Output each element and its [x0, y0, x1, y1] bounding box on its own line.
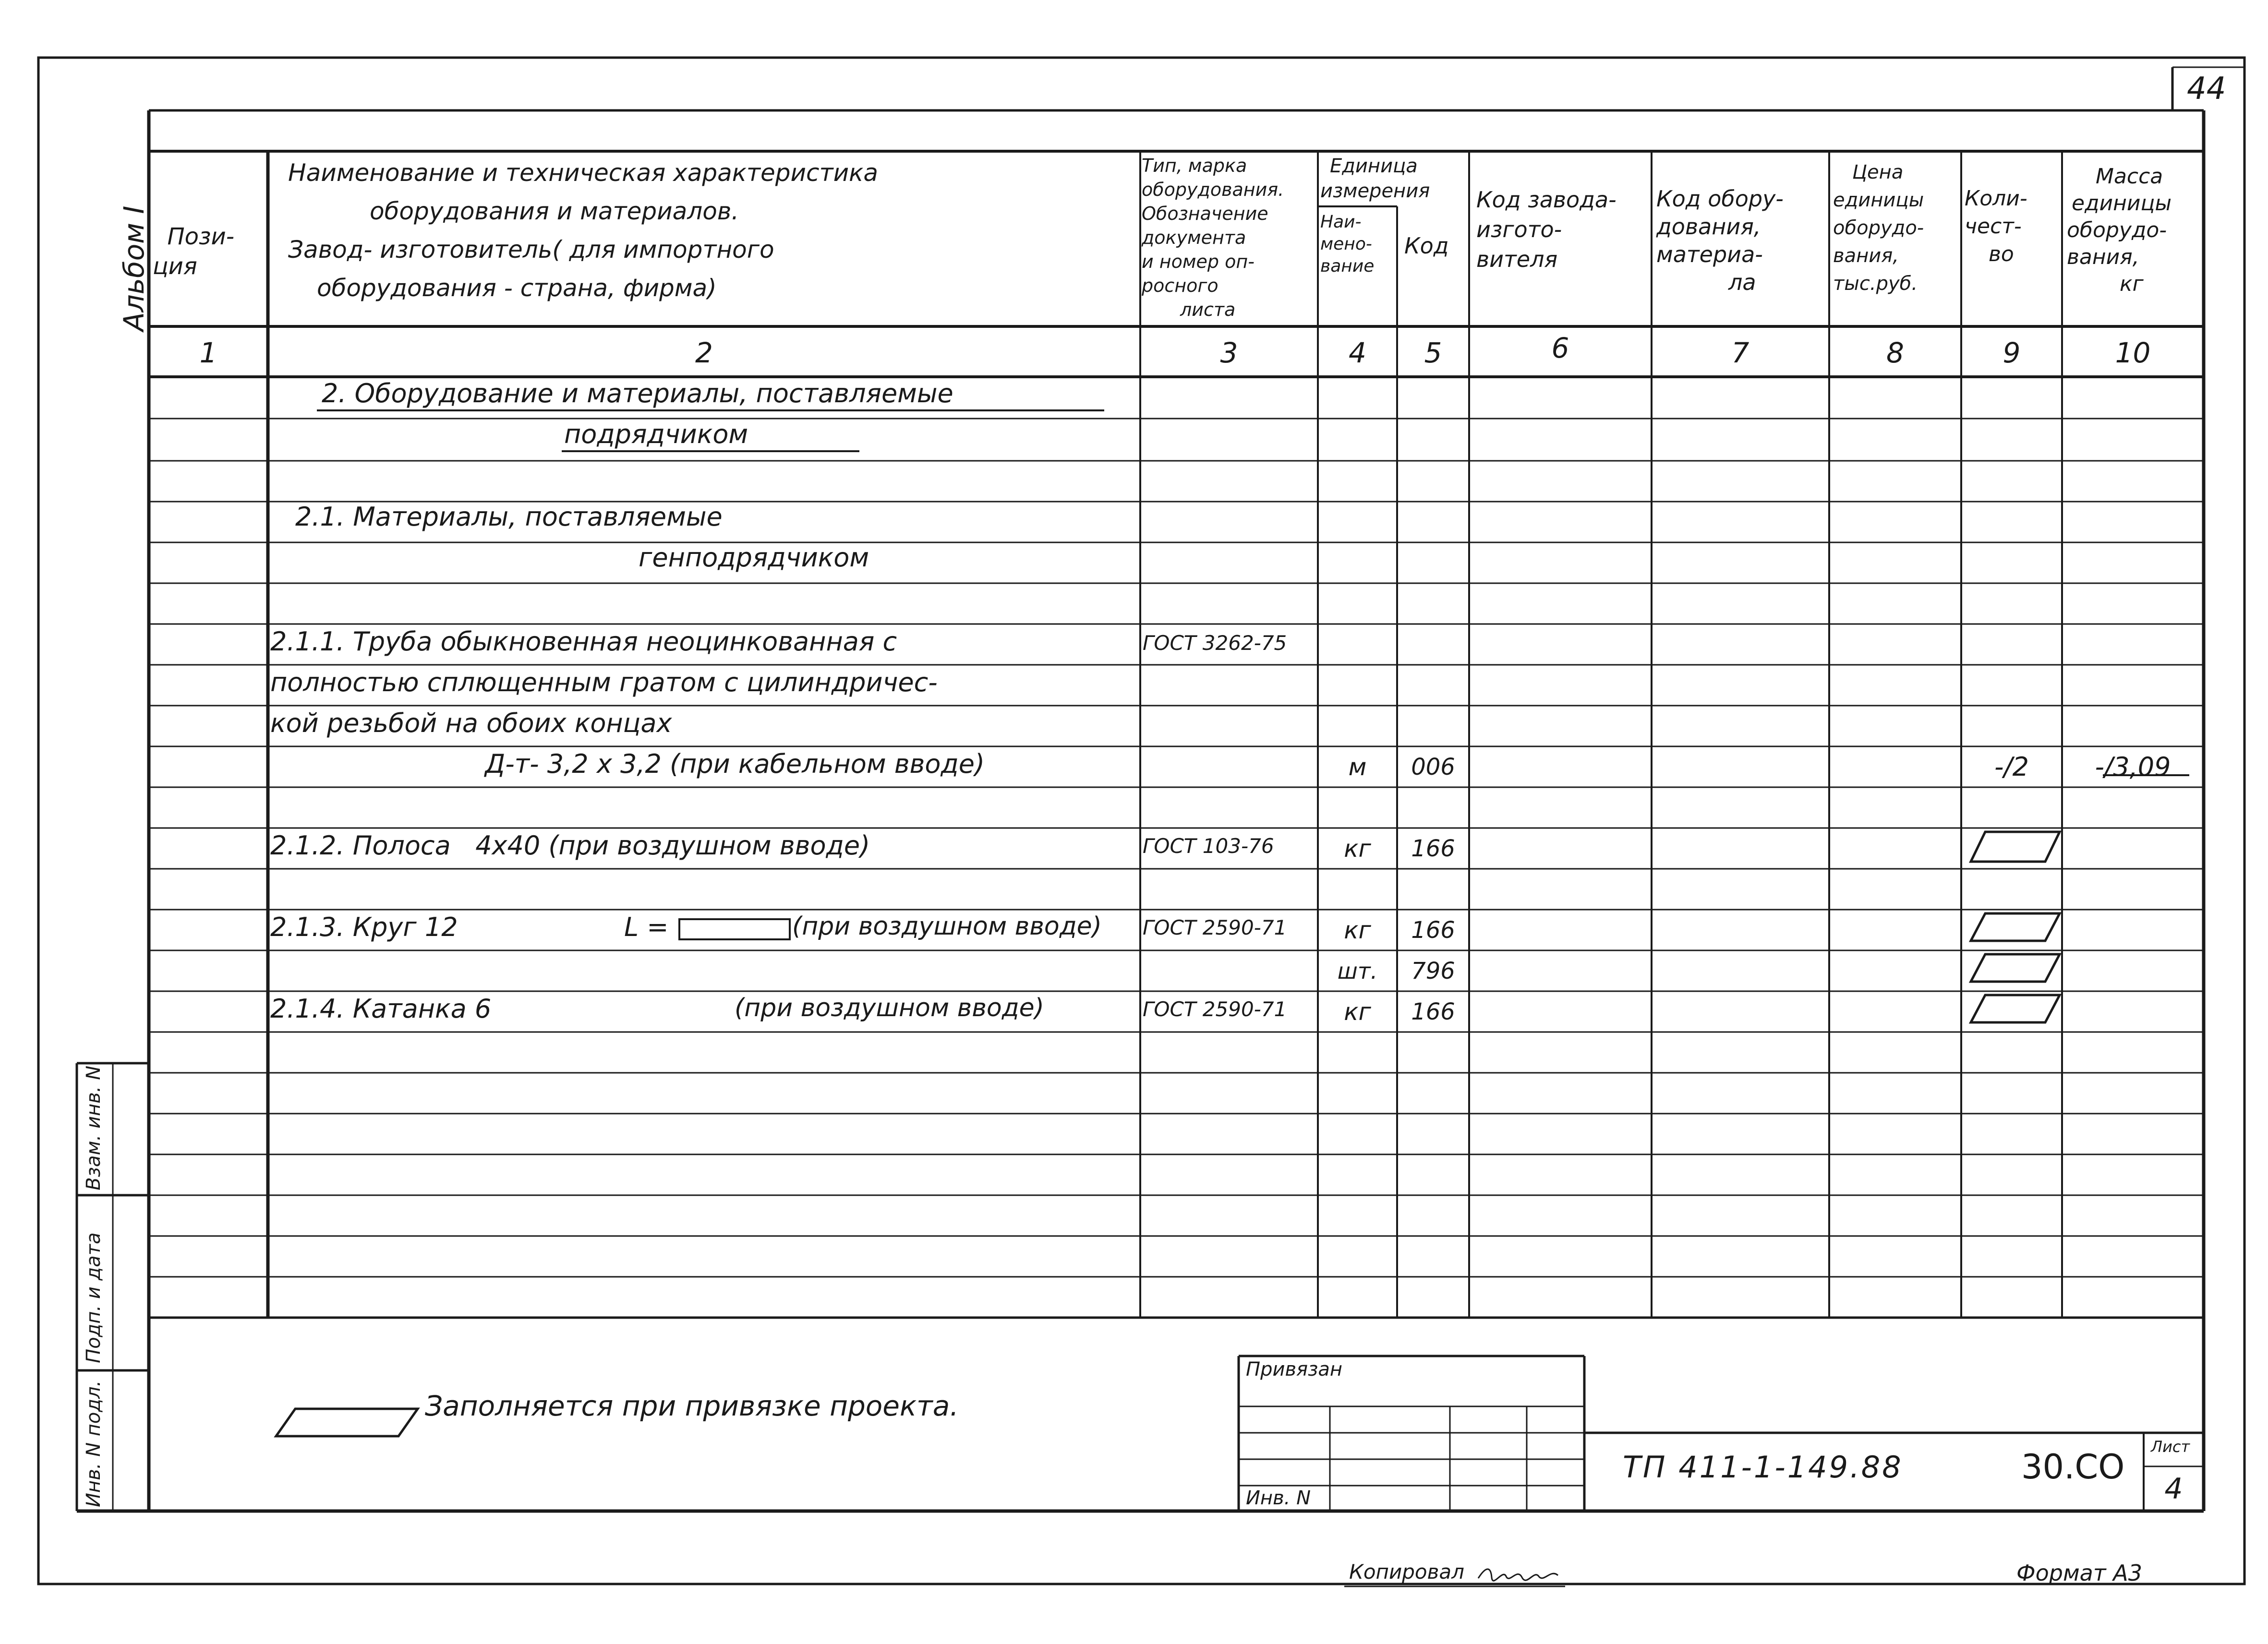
header-eqcode-l3: материа-	[1656, 241, 1763, 267]
item3-code2: 796	[1411, 957, 1455, 984]
item4-note: (при воздушном вводе)	[735, 994, 1044, 1022]
header-unit-name	[1320, 211, 1374, 277]
header-eqcode-l2: дования,	[1656, 214, 1761, 240]
sheet-corner-number: 44	[2187, 71, 2226, 107]
item1-unit: м	[1348, 753, 1367, 781]
header-unitname-l2: мено-	[1320, 234, 1372, 254]
header-doc-l1: Тип, марка	[1142, 155, 1247, 176]
header-doc-l5: и номер оп-	[1142, 251, 1255, 272]
section-title-line1: 2. Оборудование и материалы, поставляемые	[322, 378, 953, 408]
inv-label: Инв. N	[1246, 1487, 1311, 1509]
header-eqcode-l1: Код обору-	[1656, 186, 1784, 212]
header-doc	[1142, 154, 1284, 322]
header-unit-l2: измерения	[1320, 180, 1430, 202]
header-price-l2: единицы	[1833, 189, 1924, 211]
colnum-10: 10	[2115, 336, 2151, 369]
header-doc-l2: оборудования.	[1142, 179, 1284, 200]
item2-name: 2.1.2. Полоса 4х40 (при воздушном вводе)	[270, 830, 870, 861]
item4-unit: кг	[1344, 997, 1371, 1026]
header-price	[1833, 158, 1924, 298]
header-unitname-l3: вание	[1320, 256, 1375, 276]
colnum-2: 2	[695, 336, 713, 369]
colnum-9: 9	[2003, 336, 2021, 369]
subsection-line1: 2.1. Материалы, поставляемые	[295, 502, 723, 532]
header-mass	[2067, 163, 2171, 298]
header-doc-l3: Обозначение	[1142, 203, 1268, 224]
colnum-7: 7	[1731, 336, 1749, 369]
item4-name: 2.1.4. Катанка 6	[270, 994, 492, 1024]
subsection-line2: генподрядчиком	[639, 542, 869, 573]
header-factory-l1: Код завода-	[1476, 187, 1617, 213]
header-doc-l7: листа	[1180, 299, 1236, 320]
copied-label: Копировал	[1349, 1560, 1464, 1584]
sheet-number: 4	[2164, 1472, 2183, 1506]
item4-code: 166	[1411, 998, 1455, 1025]
stamp-inv-original: Инв. N подл.	[83, 1380, 105, 1507]
sheet-label: Лист	[2151, 1438, 2190, 1456]
header-price-l4: вания,	[1833, 245, 1899, 267]
header-mass-l4: вания,	[2067, 245, 2139, 269]
item1-code: 006	[1411, 753, 1455, 780]
header-unit-l1: Единица	[1330, 155, 1418, 177]
header-name-l3: Завод- изготовитель( для импортного	[288, 236, 774, 264]
item1-mass: -/3,09	[2095, 752, 2171, 782]
item3-unit2: шт.	[1337, 958, 1378, 984]
copied-signature	[1476, 1564, 1560, 1583]
item3-unit: кг	[1344, 916, 1371, 944]
header-factory-l3: вителя	[1476, 246, 1558, 272]
header-eqcode-l4: ла	[1728, 269, 1756, 295]
header-qty-l3: во	[1989, 242, 2014, 266]
item1-qty: -/2	[1994, 752, 2029, 782]
bound-label: Привязан	[1246, 1358, 1343, 1380]
header-unitname-l1: Наи-	[1320, 212, 1362, 232]
colnum-3: 3	[1220, 336, 1238, 369]
header-price-l3: оборудо-	[1833, 217, 1924, 239]
item1-line2: полностью сплющенным гратом с цилиндричес-	[270, 667, 938, 697]
section-title-line2: подрядчиком	[564, 419, 748, 449]
colnum-5: 5	[1424, 336, 1442, 369]
album-label: Альбом I	[118, 205, 150, 331]
stamp-replace-inv: Взам. инв. N	[83, 1066, 105, 1190]
header-name-l2: оборудования и материалов.	[370, 197, 739, 225]
header-mass-l5: кг	[2120, 272, 2144, 296]
sheet-code: 30.СО	[2021, 1447, 2125, 1487]
stamp-sign-date: Подп. и дата	[83, 1232, 105, 1363]
item3-name: 2.1.3. Круг 12	[270, 912, 458, 942]
header-name	[288, 154, 878, 307]
item3-note: (при воздушном вводе)	[792, 912, 1102, 941]
header-equipment-code	[1656, 185, 1784, 296]
header-doc-l6: росного	[1142, 275, 1218, 296]
item1-line1: 2.1.1. Труба обыкновенная неоцинкованная с	[270, 626, 897, 657]
header-name-l4: оборудования - страна, фирма)	[317, 274, 717, 302]
item3-length-label: L =	[624, 912, 669, 942]
signature-scribble	[1476, 1564, 1560, 1583]
header-price-l5: тыс.руб.	[1833, 273, 1918, 295]
item1-doc: ГОСТ 3262-75	[1143, 631, 1287, 655]
header-position-text: Пози- ция	[153, 223, 235, 280]
item3-code: 166	[1411, 916, 1455, 944]
colnum-4: 4	[1349, 336, 1366, 369]
header-mass-l2: единицы	[2072, 191, 2172, 216]
header-mass-l1: Масса	[2096, 164, 2163, 189]
item1-line4: Д-т- 3,2 х 3,2 (при кабельном вводе)	[485, 749, 985, 779]
header-name-l1: Наименование и техническая характеристика	[288, 159, 878, 187]
header-mass-l3: оборудо-	[2067, 218, 2167, 242]
format-label: Формат А3	[2016, 1560, 2142, 1586]
header-qty-l1: Коли-	[1965, 186, 2027, 211]
item2-doc: ГОСТ 103-76	[1143, 834, 1274, 858]
header-quantity	[1965, 185, 2027, 268]
header-unit-group	[1320, 154, 1430, 204]
header-position	[153, 192, 234, 281]
item2-code: 166	[1411, 835, 1455, 862]
doc-code: ТП 411-1-149.88	[1623, 1450, 1903, 1485]
colnum-1: 1	[199, 336, 217, 369]
item3-doc: ГОСТ 2590-71	[1143, 916, 1287, 939]
header-unit-code: Код	[1404, 233, 1449, 259]
legend-text: Заполняется при привязке проекта.	[425, 1390, 959, 1422]
header-qty-l2: чест-	[1965, 214, 2022, 239]
item1-line3: кой резьбой на обоих концах	[270, 708, 672, 738]
header-doc-l4: документа	[1142, 227, 1246, 248]
header-factory-code	[1476, 185, 1617, 274]
colnum-6: 6	[1551, 332, 1569, 364]
item2-unit: кг	[1344, 834, 1371, 863]
colnum-8: 8	[1886, 336, 1904, 369]
header-price-l1: Цена	[1852, 161, 1904, 183]
item4-doc: ГОСТ 2590-71	[1143, 997, 1287, 1021]
header-factory-l2: изгото-	[1476, 216, 1562, 242]
